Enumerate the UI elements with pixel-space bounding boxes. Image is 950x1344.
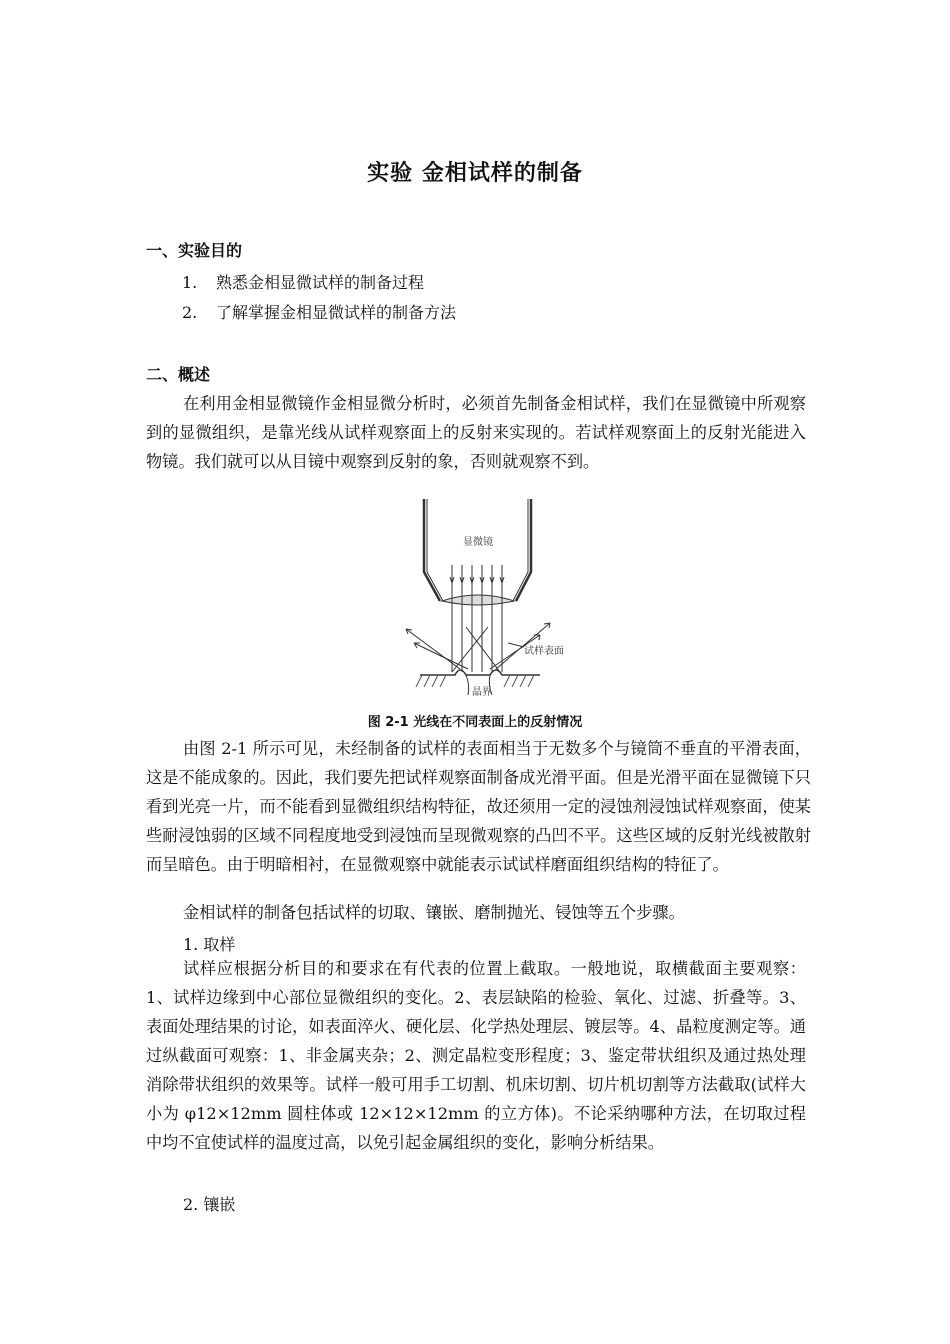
paragraph-intro: 在利用金相显微镜作金相显微分析时，必须首先制备金相试样，我们在显微镜中所观察到的显微组织，是靠光线从试样观察面上的反射来实现的。若试样观察面上的反射光能进入物镜。我们就可以从目镜中观察到反射的象，否则就观察不到。 <box>146 394 806 471</box>
list-number: 2. <box>182 303 198 322</box>
section-heading-purpose: 一、实验目的 <box>146 241 243 260</box>
list-text: 熟悉金相显微试样的制备过程 <box>216 273 425 292</box>
list-item <box>182 270 424 293</box>
paragraph-sampling: 试样应根据分析目的和要求在有代表的位置上截取。一般地说，取横截面主要观察：1、试样边缘到中心部位显微组织的变化。2、表层缺陷的检验、氧化、过滤、折叠等。3、表面处理结果的讨论，如表面淬火、硬化层、化学热处理层、镀层等。4、晶粒度测定等。通过纵截面可观察：1、非金属夹杂；2、测定晶粒变形程度；3、鉴定带状组织及通过热处理消除带状组织的效果等。试样一般可用手工切割、机床切割、切片机切割等方法截取(试样大小为 φ12×12mm 圆柱体或 12×12×12mm 的立方体)。不论采纳哪种方法，在切取过程中均不宜使试样的温度过高，以免引起金属组织的变化，影响分析结果。 <box>146 959 806 1152</box>
list-number: 1. <box>182 273 198 292</box>
document-title: 实验 金相试样的制备 <box>367 161 583 186</box>
figure-label-surface: 试样表面 <box>524 646 564 657</box>
figure-label-microscope: 显微镜 <box>463 537 493 548</box>
figure-label-grain: 晶界 <box>472 687 492 698</box>
paragraph-steps: 金相试样的制备包括试样的切取、镶嵌、磨制抛光、锓蚀等五个步骤。 <box>183 903 685 922</box>
microscope-reflection-figure <box>400 497 575 700</box>
step-heading-sampling: 1. 取样 <box>183 935 236 954</box>
step-heading-mounting: 2. 镶嵌 <box>183 1195 236 1214</box>
list-item <box>182 300 456 323</box>
list-text: 了解掌握金相显微试样的制备方法 <box>216 303 457 322</box>
paragraph-analysis: 由图 2-1 所示可见，未经制备的试样的表面相当于无数多个与镜筒不垂直的平滑表面，这是不能成象的。因此，我们要先把试样观察面制备成光滑平面。但是光滑平面在显微镜下只看到光亮一片，而不能看到显微组织结构特征，故还须用一定的浸蚀剂浸蚀试样观察面，使某些耐浸蚀弱的区域不同程度地受到浸蚀而呈现微观察的凸凹不平。这些区域的反射光线被散射而呈暗色。由于明暗相衬，在显微观察中就能表示试试样磨面组织结构的特征了。 <box>146 739 811 874</box>
section-heading-overview: 二、概述 <box>146 365 211 384</box>
figure-caption: 图 2-1 光线在不同表面上的反射情况 <box>367 715 583 730</box>
